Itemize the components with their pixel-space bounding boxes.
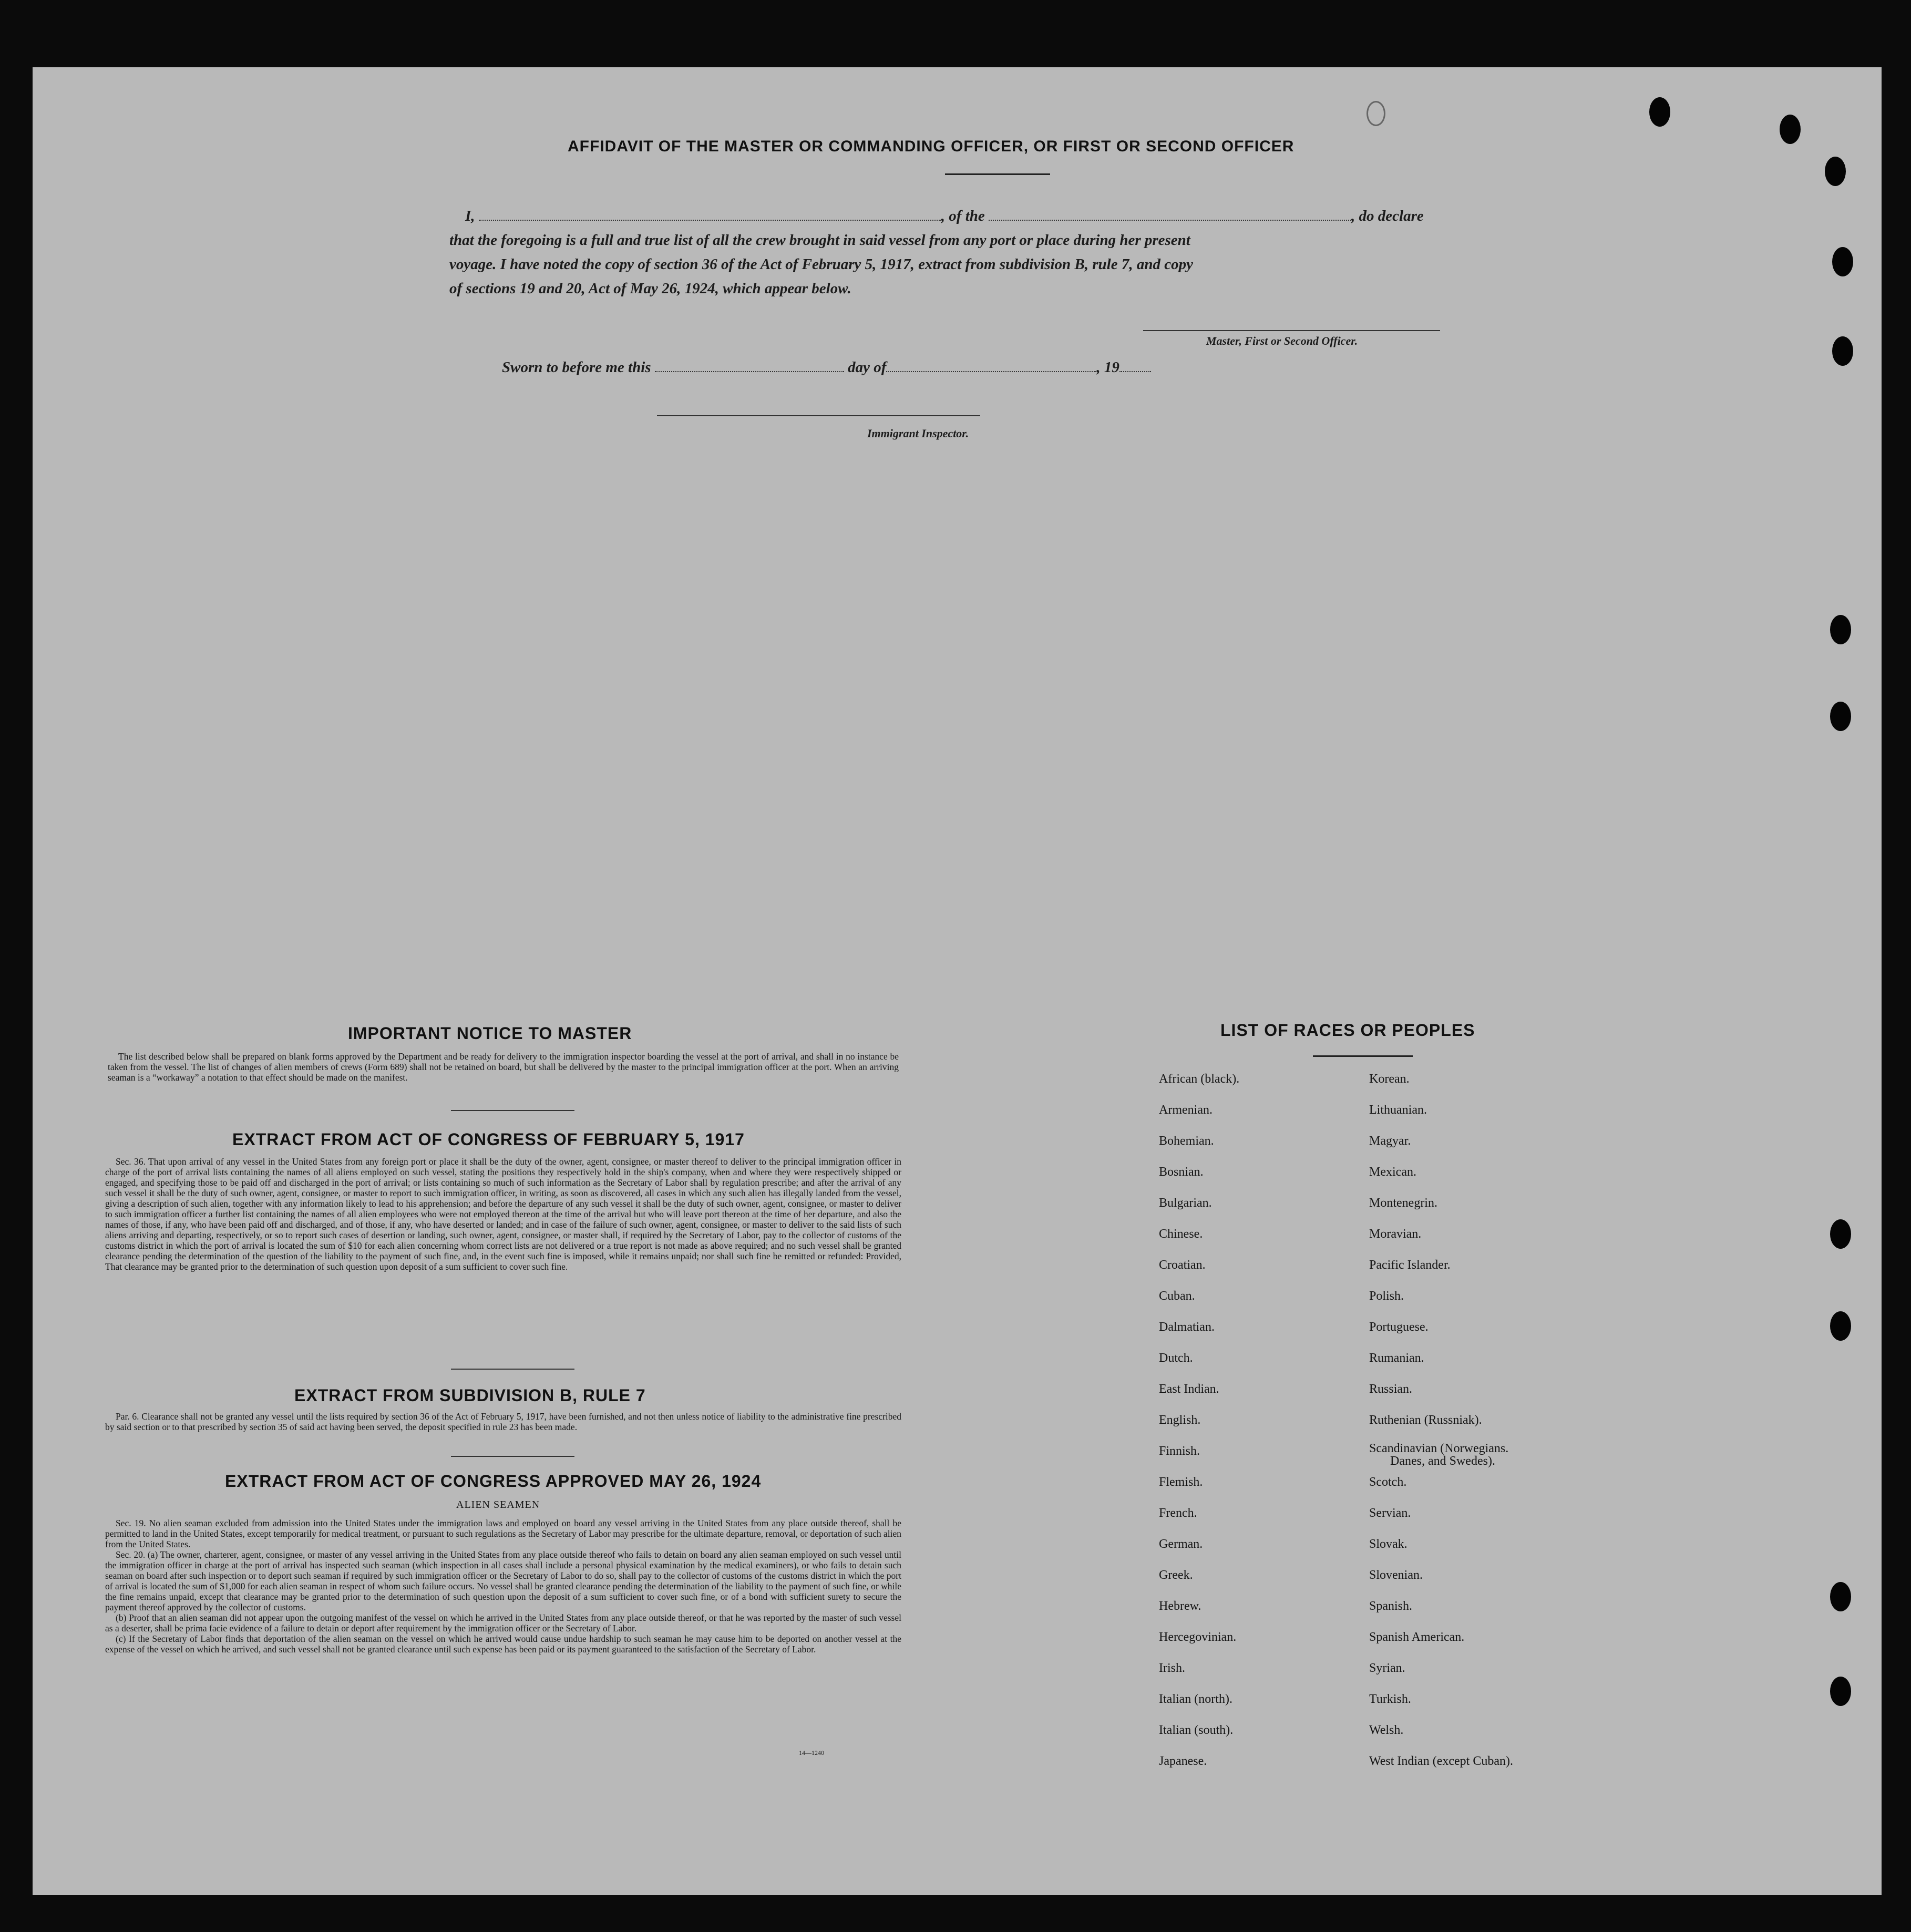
race-item: Dutch. xyxy=(1159,1351,1193,1365)
race-item: Polish. xyxy=(1369,1289,1404,1303)
section-divider xyxy=(451,1369,574,1370)
races-title: LIST OF RACES OR PEOPLES xyxy=(1220,1021,1475,1040)
extract-rule7-title: EXTRACT FROM SUBDIVISION B, RULE 7 xyxy=(294,1386,646,1405)
race-item: Japanese. xyxy=(1159,1754,1207,1768)
punch-hole xyxy=(1830,1582,1851,1611)
race-item: Danes, and Swedes). xyxy=(1390,1454,1495,1468)
race-item: Lithuanian. xyxy=(1369,1103,1427,1117)
race-item: Mexican. xyxy=(1369,1165,1416,1179)
punch-hole xyxy=(1825,157,1846,186)
race-item: Magyar. xyxy=(1369,1134,1411,1148)
race-item: Scotch. xyxy=(1369,1475,1407,1489)
race-item: Cuban. xyxy=(1159,1289,1195,1303)
punch-hole xyxy=(1780,115,1801,144)
sec36-paragraph: Sec. 36. That upon arrival of any vessel in the United States from any foreign port or place it shall be the duty of the owner, agent, consignee, or master thereof to deliver to the principal immigration officer in charge of the port of arrival lists containing the names of all aliens employed on such vessel, stating the positions they respectively hold in the ship's company, when and where they were respectively shipped or engaged, and specifying those to be paid off and discharged in the port of arrival; or lists containing so much of such information as the Secretary of Labor shall by regulation prescribe; and after the arrival of any such vessel it shall be the duty of such owner, agent, consignee, or master to report to such immigration officer, in writing, as soon as discovered, all cases in which any such alien has illegally landed from the vessel, giving a description of such alien, together with any information likely to lead to his apprehension; and before the departure of any such vessel it shall be the duty of such owner, agent, consignee, or master to deliver to such immigration officer a further list containing the names of all alien employees who were not employed thereon at the time of the arrival but who will leave port thereon at the time of her departure, and also the names of those, if any, who have been paid off and discharged, and of those, if any, who have deserted or landed; and in case of the failure of such owner, agent, consignee, or master to deliver to the said lists of such aliens arriving and departing, respectively, or so to report such cases of desertion or landing, such owner, agent, consignee, or master shall, if required by the Secretary of Labor, pay to the collector of customs of the customs district in which the port of arrival is located the sum of $10 for each alien concerning whom correct lists are not delivered or a true report is not made as above required; and no such vessel shall be granted clearance pending the determination of the question of the liability to the payment of such fine, and, in the event such fine is imposed, while it remains unpaid; nor shall such fine be remitted or refunded: Provided, That clearance may be granted prior to the determination of such question upon deposit of a sum sufficient to cover such fine. xyxy=(105,1156,901,1272)
race-item: Bulgarian. xyxy=(1159,1196,1212,1210)
sec20a-paragraph: Sec. 20. (a) The owner, charterer, agent, consignee, or master of any vessel arriving in the United States from any place outside thereof who fails to detain on board any alien seaman employed on such vessel until the immigration officer in charge at the port of arrival has inspected such seaman (which inspection in all cases shall include a personal physical examination by the medical examiners), or who fails to detain such seaman on board after such inspection or to deport such seaman if required by such immigration officer or the Secretary of Labor to do so, shall pay to the collector of customs of the customs district in which the port of arrival is located the sum of $1,000 for each alien seaman in respect of whom such failure occurs. No vessel shall be granted clearance pending the determination of the liability to the payment of such fine, or while the fine remains unpaid, except that clearance may be granted prior to the determination of such question upon the deposit of a sum sufficient to cover such fine, or of a bond with sufficient surety to secure the payment thereof approved by the collector of customs. xyxy=(105,1549,901,1612)
race-item: German. xyxy=(1159,1537,1203,1551)
race-item: Servian. xyxy=(1369,1506,1411,1520)
race-item: Irish. xyxy=(1159,1661,1185,1675)
title-rule xyxy=(945,173,1050,175)
form-number: 14—1240 xyxy=(799,1749,824,1756)
notice-paragraph: The list described below shall be prepared on blank forms approved by the Department and be ready for delivery to the immigration inspector boarding the vessel at the port of arrival, and shall in no instance be taken from the vessel. The list of changes of alien members of crews (Form 689) shall not be retained on board, but shall be delivered by the master to the principal immigration officer at the port. When an arriving seaman is a “workaway” a notation to that effect should be made on the manifest. xyxy=(108,1051,899,1083)
punch-hole xyxy=(1830,1311,1851,1341)
extract-1924-title: EXTRACT FROM ACT OF CONGRESS APPROVED MAY 26, 1924 xyxy=(225,1472,762,1491)
race-item: Hercegovinian. xyxy=(1159,1630,1237,1644)
race-item: Portuguese. xyxy=(1369,1320,1429,1334)
race-item: Slovak. xyxy=(1369,1537,1407,1551)
race-item: Montenegrin. xyxy=(1369,1196,1437,1210)
sworn-line xyxy=(502,355,1151,379)
affidavit-i: I, xyxy=(465,208,475,224)
inspector-label: Immigrant Inspector. xyxy=(867,427,969,440)
section-divider xyxy=(451,1456,574,1457)
extract-1917-title: EXTRACT FROM ACT OF CONGRESS OF FEBRUARY 5, 1917 xyxy=(232,1130,745,1149)
inspector-signature-line[interactable] xyxy=(657,415,980,416)
sworn-month-field[interactable] xyxy=(886,358,1096,372)
sworn-prefix: Sworn to before me this xyxy=(502,359,651,376)
race-item: Spanish. xyxy=(1369,1599,1413,1613)
sec20b-paragraph: (b) Proof that an alien seaman did not appear upon the outgoing manifest of the vessel on which he arrived in the United States from any place outside thereof, or that he was reported by the master of such vessel as a deserter, shall be prima facie evidence of a failure to detain or deport after requirement by the immigration officer or the Secretary of Labor. xyxy=(105,1612,901,1633)
race-item: Pacific Islander. xyxy=(1369,1258,1451,1272)
punch-hole xyxy=(1830,615,1851,644)
affidavit-declare: , do declare xyxy=(1351,208,1424,224)
punch-ring xyxy=(1367,101,1385,126)
race-item: Italian (north). xyxy=(1159,1692,1232,1706)
race-item: Italian (south). xyxy=(1159,1723,1234,1737)
race-item: Finnish. xyxy=(1159,1444,1200,1458)
race-item: Chinese. xyxy=(1159,1227,1203,1241)
notice-text xyxy=(108,1051,899,1083)
affidavit-line-4: of sections 19 and 20, Act of May 26, 1924, which appear below. xyxy=(449,280,851,297)
race-item: Scandinavian (Norwegians. xyxy=(1369,1442,1509,1455)
sec19-paragraph: Sec. 19. No alien seaman excluded from admission into the United States under the immigration laws and employed on board any vessel arriving in the United States from any place outside thereof, shall be permitted to land in the United States, except temporarily for medical treatment, or pursuant to such regulations as the Secretary of Labor may prescribe for the ultimate departure, removal, or deportation of such alien from the United States. xyxy=(105,1518,901,1549)
race-item: Greek. xyxy=(1159,1568,1193,1582)
day-of-label: day of xyxy=(848,359,887,376)
race-item: Rumanian. xyxy=(1369,1351,1424,1365)
race-item: French. xyxy=(1159,1506,1197,1520)
affidavit-line-1 xyxy=(465,204,1474,228)
race-item: Korean. xyxy=(1369,1072,1410,1086)
extract-rule7-text xyxy=(105,1411,901,1432)
punch-hole xyxy=(1830,1677,1851,1706)
sworn-day-field[interactable] xyxy=(655,358,844,372)
race-item: Russian. xyxy=(1369,1382,1413,1396)
affidavit-of-the: , of the xyxy=(941,208,985,224)
race-item: Ruthenian (Russniak). xyxy=(1369,1413,1482,1427)
punch-hole xyxy=(1830,702,1851,731)
par6-paragraph: Par. 6. Clearance shall not be granted any vessel until the lists required by section 36 of the Act of February 5, 1917, have been furnished, and not then unless notice of liability to the administrative fine prescribed by said section or to that prescribed by section 35 of said act having been served, the deposit specified in rule 23 has been made. xyxy=(105,1411,901,1432)
year-prefix: , 19 xyxy=(1096,359,1119,376)
race-item: Slovenian. xyxy=(1369,1568,1423,1582)
sec20c-paragraph: (c) If the Secretary of Labor finds that deportation of the alien seaman on the vessel on which he arrived would cause undue hardship to such seaman he may cause him to be deported on another vessel at the expense of the vessel on which he arrived, and such vessel shall not be granted clearance until such expense has been paid or its payment guaranteed to the satisfaction of the Secretary of Labor. xyxy=(105,1633,901,1654)
affidavit-line-3: voyage. I have noted the copy of section 36 of the Act of February 5, 1917, extract from subdivision B, rule 7, and copy xyxy=(449,256,1193,273)
punch-hole xyxy=(1830,1219,1851,1249)
race-item: Spanish American. xyxy=(1369,1630,1465,1644)
sworn-year-field[interactable] xyxy=(1119,358,1151,372)
race-item: Hebrew. xyxy=(1159,1599,1201,1613)
race-item: Welsh. xyxy=(1369,1723,1404,1737)
race-item: East Indian. xyxy=(1159,1382,1219,1396)
race-item: Bosnian. xyxy=(1159,1165,1204,1179)
race-item: Moravian. xyxy=(1369,1227,1422,1241)
vessel-name-field[interactable] xyxy=(989,207,1351,221)
notice-title: IMPORTANT NOTICE TO MASTER xyxy=(348,1024,632,1043)
extract-1924-text xyxy=(105,1518,901,1654)
race-item: West Indian (except Cuban). xyxy=(1369,1754,1513,1768)
affidavit-title: AFFIDAVIT OF THE MASTER OR COMMANDING OFFICER, OR FIRST OR SECOND OFFICER xyxy=(568,138,1294,155)
race-item: English. xyxy=(1159,1413,1201,1427)
extract-1917-text xyxy=(105,1156,901,1272)
alien-seamen-subtitle: ALIEN SEAMEN xyxy=(456,1499,540,1510)
punch-hole xyxy=(1649,97,1670,127)
affidavit-line-2: that the foregoing is a full and true list of all the crew brought in said vessel from any port or place during her present xyxy=(449,232,1190,249)
race-item: African (black). xyxy=(1159,1072,1240,1086)
master-name-field[interactable] xyxy=(479,207,941,221)
race-item: Syrian. xyxy=(1369,1661,1405,1675)
race-item: Turkish. xyxy=(1369,1692,1411,1706)
race-item: Croatian. xyxy=(1159,1258,1206,1272)
race-item: Armenian. xyxy=(1159,1103,1213,1117)
race-item: Dalmatian. xyxy=(1159,1320,1215,1334)
master-signature-label: Master, First or Second Officer. xyxy=(1206,334,1358,347)
punch-hole xyxy=(1832,336,1853,366)
races-title-rule xyxy=(1313,1055,1413,1057)
race-item: Bohemian. xyxy=(1159,1134,1214,1148)
master-signature-line[interactable] xyxy=(1143,330,1440,331)
punch-hole xyxy=(1832,247,1853,276)
race-item: Flemish. xyxy=(1159,1475,1203,1489)
section-divider xyxy=(451,1110,574,1111)
